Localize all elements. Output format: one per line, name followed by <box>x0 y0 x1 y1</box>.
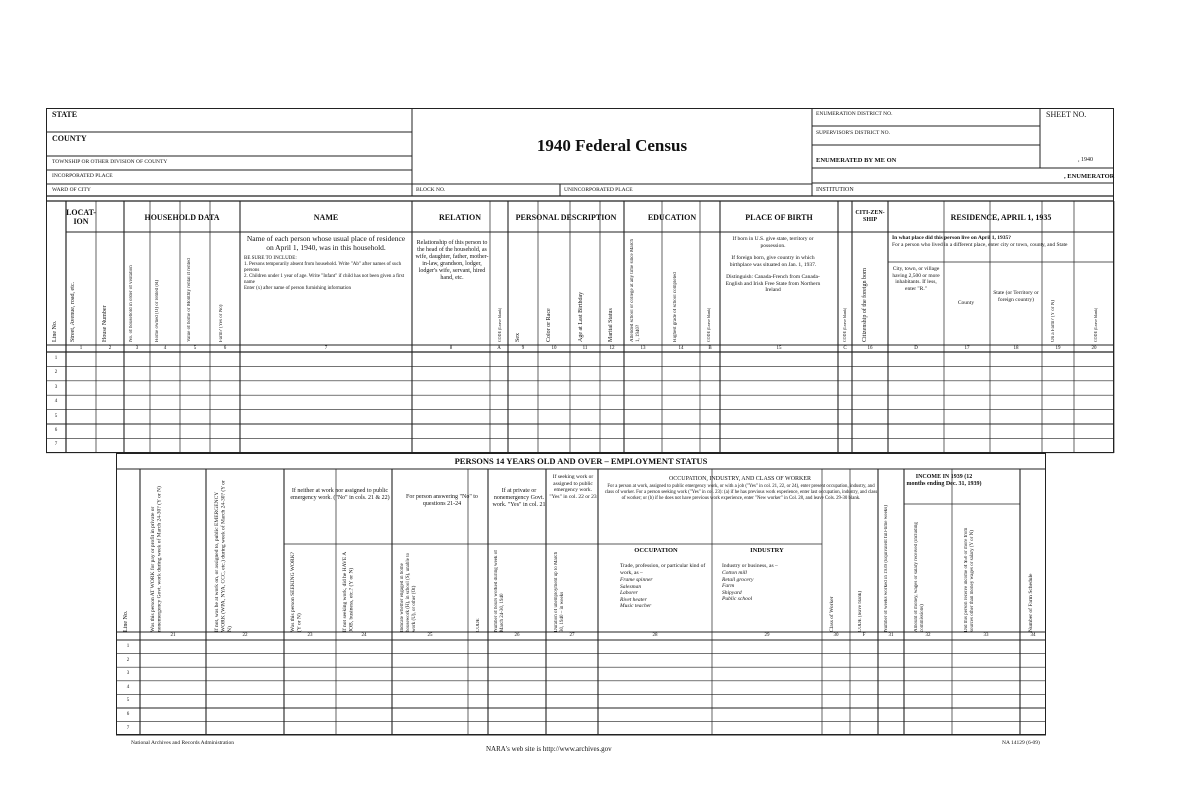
bcol-farm-schedule: Number of Farm Schedule <box>1028 573 1034 632</box>
top-line-number: 3 <box>54 384 58 390</box>
top-column-number: 14 <box>678 346 684 351</box>
bottom-line-number: 4 <box>126 684 130 690</box>
bcol-emergency: If not, was he at work on, or assigned to, public EMERGENCY WORK (WPA, NYA, CCC, etc.) during week of March 24-30? (Y or N) <box>214 480 233 632</box>
section-name: NAME <box>313 212 339 222</box>
bottom-column-number: 29 <box>764 633 770 638</box>
bottom-line-number: 5 <box>126 698 130 704</box>
top-column-number: C <box>843 346 847 351</box>
occupation-desc: Trade, profession, or particular kind of work, as – <box>620 563 706 576</box>
top-line-number: 7 <box>54 442 58 448</box>
name-note-3: Enter (x) after name of person furnishing information <box>244 286 352 291</box>
top-column-number: 16 <box>867 346 873 351</box>
name-note-title: BE SURE TO INCLUDE: <box>244 256 297 261</box>
col-line-no: Line No. <box>52 320 58 342</box>
top-column-number: 7 <box>324 346 328 351</box>
bottom-line-number: 3 <box>126 671 130 677</box>
example-item: Rivet heater <box>620 596 647 603</box>
residence-q1: In what place did this person live on April 1, 1935? <box>892 235 1012 241</box>
col-house: House Number <box>102 305 108 342</box>
birth-text-3: Distinguish: Canada-French from Canada-English and Irish Free State from Northern Ireland <box>725 274 821 293</box>
bottom-line-number: 2 <box>126 657 130 663</box>
col-marital: Marital Status <box>608 308 614 342</box>
col-on-farm: On a Farm? (Y or N) <box>1051 300 1056 342</box>
name-main-text: Name of each person whose usual place of residence on April 1, 1940, was in this household. <box>246 234 406 252</box>
top-column-number: 12 <box>609 346 615 351</box>
name-note-2: 2. Children under 1 year of age. Write "Infant" if child has not been given a first name <box>244 274 405 285</box>
section-education: EDUCATION <box>647 212 697 222</box>
col-city: City, town, or village having 2,500 or more inhabitants. If less, enter "R." <box>892 266 940 292</box>
bcol-line-no: Line No. <box>123 610 129 632</box>
enumeration-label: ENUMERATION DISTRICT NO. <box>816 111 893 117</box>
col-code-c: CODE (Leave blank) <box>842 307 847 342</box>
industry-examples <box>722 570 818 603</box>
bottom-line-number: 7 <box>126 725 130 731</box>
bottom-column-number: 24 <box>361 633 367 638</box>
section-birth: PLACE OF BIRTH <box>745 212 813 222</box>
example-item: Public school <box>722 596 753 602</box>
top-line-number: 6 <box>54 428 58 433</box>
bcol-other-income: Did this person receive income of $50 or more from sources other than money wages or salary (Y or N) <box>964 527 975 632</box>
section-residence: RESIDENCE, APRIL 1, 1935 <box>950 212 1052 222</box>
bcol-indicate: Indicate whether engaged in home housework (H), in school (S), unable to work (U), or other (Ot) <box>400 552 417 632</box>
col-state: State (or Territory or foreign country) <box>993 290 1039 303</box>
bottom-column-number: 28 <box>652 633 658 638</box>
top-line-number: 1 <box>54 356 58 361</box>
year-suffix: , 1940 <box>1078 157 1093 163</box>
institution-label: INSTITUTION <box>816 187 854 193</box>
col-code-e: CODE (Leave blank) <box>1093 307 1098 342</box>
township-label: TOWNSHIP OR OTHER DIVISION OF COUNTY <box>52 159 168 165</box>
example-item: Farm <box>722 583 735 589</box>
bcol-hours: Number of hours worked during week of March 24-30, 1940 <box>494 550 505 632</box>
example-item: Laborer <box>620 590 638 596</box>
county-label: COUNTY <box>52 134 87 143</box>
col-age: Age at Last Birthday <box>578 291 584 342</box>
example-item: Salesman <box>620 583 642 590</box>
top-column-number: 11 <box>582 346 588 351</box>
example-item: Cotton mill <box>722 570 747 576</box>
supervisor-label: SUPERVISOR'S DISTRICT NO. <box>816 130 890 136</box>
footer-center: NARA's web site is http://www.archives.gov <box>486 745 612 753</box>
bottom-column-number: 34 <box>1030 633 1036 638</box>
bottom-line-number: 6 <box>126 712 130 717</box>
page-title: 1940 Federal Census <box>536 136 688 155</box>
income-title: INCOME IN 1939 (12 months ending Dec. 31, 1939) <box>906 474 982 487</box>
birth-text-1: If born in U.S. give state, territory or possession. <box>732 236 814 249</box>
top-column-number: 9 <box>521 346 525 351</box>
sheet-label: SHEET NO. <box>1046 110 1087 119</box>
state-label: STATE <box>52 110 78 119</box>
group-d-text: If seeking work or assigned to public emergency work. "Yes" in col. 22 or 23 <box>549 474 597 500</box>
bottom-column-number: 25 <box>427 633 433 638</box>
relation-text: Relationship of this person to the head of the household, as wife, daughter, father, mother-in-law, grandson, lodger, lodger's wife, servant, hired hand, etc. <box>415 240 489 281</box>
occupation-examples <box>620 577 710 610</box>
bottom-column-number: 27 <box>569 633 575 638</box>
section-personal: PERSONAL DESCRIPTION <box>515 212 617 222</box>
bottom-column-number: 33 <box>983 633 989 638</box>
bcol-code: CODE <box>476 618 481 632</box>
col-county: County <box>957 300 975 306</box>
bottom-column-number: 32 <box>925 633 931 638</box>
group-a-text: If neither at work nor assigned to public emergency work. ("No" in cols. 21 & 22) <box>290 488 390 501</box>
group-b-text: For person answering "No" to questions 21-24 <box>406 494 478 507</box>
top-column-number: 2 <box>108 346 112 351</box>
example-item: Frame spinner <box>620 577 653 583</box>
birth-text-2: If foreign born, give country in which birthplace was situated on Jan. 1, 1937. <box>729 255 817 268</box>
ward-label: WARD OF CITY <box>52 187 91 193</box>
top-line-number: 5 <box>54 413 58 419</box>
bottom-column-number: 30 <box>833 633 839 638</box>
col-value: Value of home or Monthly rental if rented <box>187 258 192 342</box>
bcol-work: Was this person AT WORK for pay or profit in private or nonemergency Govt. work during week of March 24-30? (Y or N) <box>150 486 163 632</box>
section-household: HOUSEHOLD DATA <box>144 212 220 222</box>
top-column-number: D <box>914 346 918 351</box>
bcol-wages: Amount of money, wages or salary received (including commissions) <box>914 522 925 632</box>
bottom-column-number: 26 <box>514 633 520 638</box>
example-item: Music teacher <box>620 603 652 609</box>
col-owned: Home owned (O) or rented (R) <box>155 279 160 342</box>
col-school: Attended school or college at any time since March 1, 1940? <box>630 238 641 342</box>
top-column-number: 4 <box>163 346 167 351</box>
col-color: Color or Race <box>546 308 552 342</box>
top-column-number: 3 <box>135 346 139 351</box>
section-citizenship: CITI-ZEN-SHIP <box>855 210 885 223</box>
section-location: LOCAT-ION <box>66 208 96 226</box>
industry-desc: Industry or business, as – <box>722 563 778 569</box>
top-column-number: A <box>497 346 501 351</box>
bcol-weeks: Number of weeks worked in 1939 (Equivalent full-time weeks) <box>884 505 889 632</box>
top-column-number: 5 <box>193 346 197 351</box>
bottom-column-number: 31 <box>888 633 894 638</box>
group-c-text: If at private or nonemergency Govt. work. "Yes" in col. 21 <box>492 488 546 508</box>
top-column-number: B <box>708 346 712 351</box>
incorporated-label: INCORPORATED PLACE <box>52 173 113 179</box>
enumerator-suffix: , ENUMERATOR <box>1064 173 1115 180</box>
col-citizenship: Citizenship of the foreign born <box>862 268 868 342</box>
section-relation: RELATION <box>438 212 482 222</box>
top-column-number: 19 <box>1055 346 1061 351</box>
bcol-duration: Duration of unemployment up to March 30, 1940 – in weeks <box>554 551 565 632</box>
top-column-number: 17 <box>964 346 970 351</box>
top-column-number: 8 <box>449 346 453 351</box>
enumerated-label: ENUMERATED BY ME ON <box>816 157 897 164</box>
footer-right: NA 14129 (6-09) <box>1002 740 1040 746</box>
bcol-code-blank: CODE (leave blank) <box>858 590 863 632</box>
block-label: BLOCK NO. <box>416 187 446 193</box>
example-item: Retail grocery <box>722 576 754 583</box>
top-column-number: 13 <box>640 346 646 351</box>
top-column-number: 6 <box>223 346 227 351</box>
bottom-column-number: 22 <box>242 633 248 638</box>
col-code-a: CODE (Leave blank) <box>497 307 502 342</box>
top-line-number: 2 <box>54 370 58 376</box>
top-column-number: 15 <box>776 346 782 351</box>
occ-title: OCCUPATION, INDUSTRY, AND CLASS OF WORKER <box>668 476 812 482</box>
bottom-column-number: 23 <box>307 633 313 638</box>
name-note-1: 1. Persons temporarily absent from household. Write "Ab" after names of such persons <box>244 262 402 273</box>
bottom-line-number: 1 <box>126 644 130 649</box>
top-column-number: 10 <box>551 346 557 351</box>
occupation-header: OCCUPATION <box>634 547 678 554</box>
top-line-number: 4 <box>54 399 58 405</box>
col-grade: Highest grade of school completed <box>673 272 678 342</box>
footer-left: National Archives and Records Administration <box>131 740 234 746</box>
occ-desc: For a person at work, assigned to public emergency work, or with a job ("Yes" in col. 21, 22, or 24), enter present occupation, industry, and class of worker. For a person seeking work ("Yes" in col. 23): (a) if he has previous work experience, enter last occupation, industry, and class of worker; or (b) if he does not have previous work experience, enter "New worker" in Col. 28, and leave Cols. 29-30 blank. <box>604 484 878 501</box>
col-sex: Sex <box>515 333 521 342</box>
bcol-job: If not seeking work, did he HAVE A JOB, business, etc.? (Y or N) <box>342 552 355 632</box>
bcol-class: Class of Worker <box>829 596 835 632</box>
bottom-column-number: 21 <box>170 633 176 638</box>
industry-header: INDUSTRY <box>750 547 784 554</box>
example-item: Shipyard <box>722 589 742 596</box>
col-farm: Farm? (Yes or No) <box>219 304 224 342</box>
employment-title: PERSONS 14 YEARS OLD AND OVER – EMPLOYMENT STATUS <box>454 456 708 466</box>
unincorporated-label: UNINCORPORATED PLACE <box>564 187 633 193</box>
col-code-b: CODE (Leave blank) <box>706 307 711 342</box>
bcol-seeking: Was this person SEEKING WORK? (Y or N) <box>290 551 303 632</box>
residence-q2: For a person who lived in a different place, enter city or town, county, and State <box>892 241 1068 248</box>
top-column-number: 1 <box>79 346 83 351</box>
top-column-number: 20 <box>1091 346 1097 351</box>
col-street: Street, Avenue, road, etc. <box>70 281 76 342</box>
col-visitation: No. of household in order of visitation <box>129 265 134 342</box>
bottom-column-number: F <box>862 633 866 638</box>
top-column-number: 18 <box>1013 346 1019 351</box>
